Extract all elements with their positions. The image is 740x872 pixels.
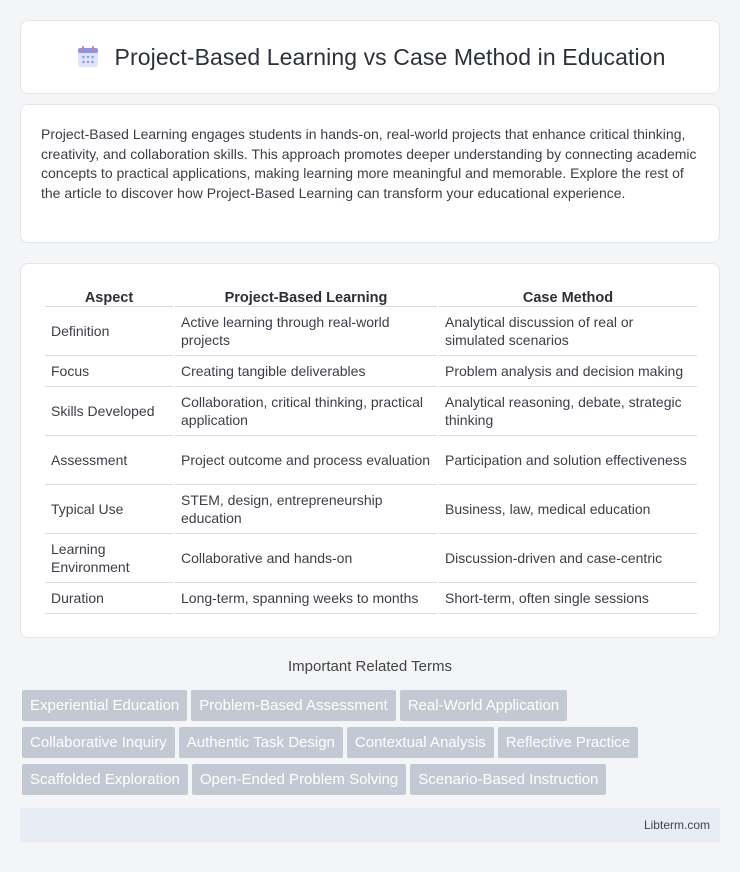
table-row: [45, 356, 697, 387]
cell-pbl: Long-term, spanning weeks to months: [175, 583, 437, 614]
table-row: [45, 436, 697, 485]
header-aspect: Aspect: [45, 284, 173, 307]
footer-brand[interactable]: Libterm.com: [643, 818, 710, 832]
cell-case: Participation and solution effectiveness: [439, 436, 697, 485]
cell-case: Business, law, medical education: [439, 485, 697, 534]
term-tag[interactable]: Scenario-Based Instruction: [410, 764, 606, 795]
table-row: [45, 583, 697, 614]
term-tag[interactable]: Reflective Practice: [498, 727, 638, 758]
cell-aspect: Skills Developed: [45, 387, 173, 436]
term-tag[interactable]: Experiential Education: [22, 690, 187, 721]
term-row: [22, 690, 722, 721]
term-tag[interactable]: Collaborative Inquiry: [22, 727, 175, 758]
cell-aspect: Definition: [45, 307, 173, 356]
page-title: Project-Based Learning vs Case Method in Education: [114, 43, 666, 70]
term-row: [22, 727, 722, 758]
related-terms: [22, 690, 722, 801]
cell-pbl: Project outcome and process evaluation: [175, 436, 437, 485]
table-row: [45, 485, 697, 534]
intro-paragraph: Project-Based Learning engages students in hands-on, real-world projects that enhance critical thinking, creativity, and collaboration skills. This approach promotes deeper understanding by connecting academic concepts to practical applications, making learning more meaningful and memorable. Explore the rest of the article to discover how Project-Based Learning can transform your educational experience.: [41, 126, 697, 201]
related-terms-title: Important Related Terms: [288, 658, 452, 675]
cell-aspect: Typical Use: [45, 485, 173, 534]
comparison-table: [43, 284, 699, 614]
cell-case: Problem analysis and decision making: [439, 356, 697, 387]
cell-aspect: Assessment: [45, 436, 173, 485]
cell-aspect: Learning Environment: [45, 534, 173, 583]
table-row: [45, 387, 697, 436]
term-tag[interactable]: Open-Ended Problem Solving: [192, 764, 406, 795]
cell-case: Analytical reasoning, debate, strategic thinking: [439, 387, 697, 436]
term-tag[interactable]: Contextual Analysis: [347, 727, 494, 758]
calendar-grid-icon: [75, 44, 101, 70]
term-tag[interactable]: Authentic Task Design: [179, 727, 343, 758]
table-row: [45, 534, 697, 583]
title-card: [20, 20, 720, 94]
footer: [20, 808, 720, 842]
cell-case: Short-term, often single sessions: [439, 583, 697, 614]
term-tag[interactable]: Real-World Application: [400, 690, 567, 721]
intro-card: [20, 104, 720, 243]
term-tag[interactable]: Scaffolded Exploration: [22, 764, 188, 795]
cell-pbl: Creating tangible deliverables: [175, 356, 437, 387]
term-tag[interactable]: Problem-Based Assessment: [191, 690, 395, 721]
cell-pbl: Collaboration, critical thinking, practical application: [175, 387, 437, 436]
cell-pbl: Collaborative and hands-on: [175, 534, 437, 583]
cell-aspect: Focus: [45, 356, 173, 387]
header-case-method: Case Method: [439, 284, 697, 307]
cell-pbl: STEM, design, entrepreneurship education: [175, 485, 437, 534]
cell-aspect: Duration: [45, 583, 173, 614]
cell-pbl: Active learning through real-world projects: [175, 307, 437, 356]
term-row: [22, 764, 722, 795]
cell-case: Discussion-driven and case-centric: [439, 534, 697, 583]
cell-case: Analytical discussion of real or simulated scenarios: [439, 307, 697, 356]
table-header-row: [45, 284, 697, 307]
header-project-based-learning: Project-Based Learning: [175, 284, 437, 307]
comparison-card: [20, 263, 720, 638]
table-row: [45, 307, 697, 356]
